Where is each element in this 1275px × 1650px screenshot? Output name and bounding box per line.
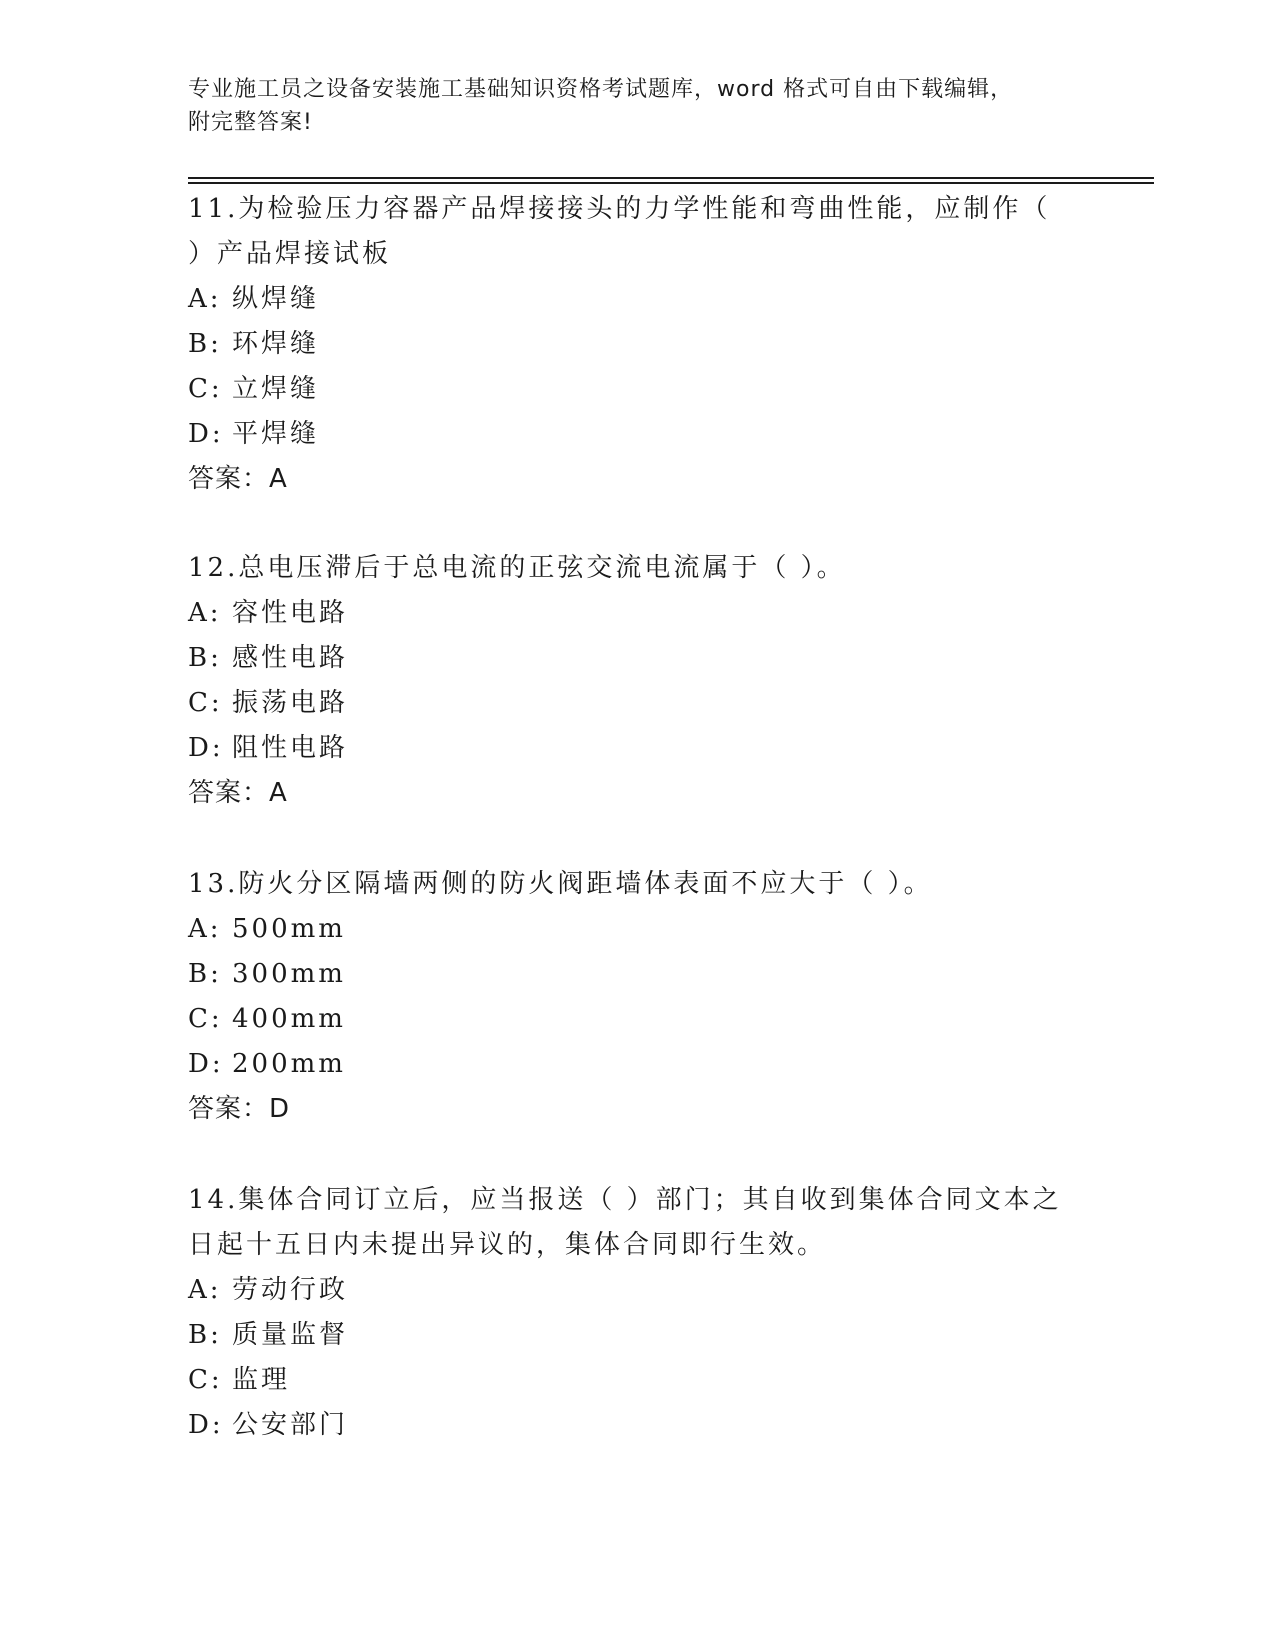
option-letter: A:	[188, 598, 222, 628]
option-c	[188, 681, 1068, 726]
option-text: 纵焊缝	[232, 284, 320, 314]
question-11	[188, 187, 1068, 502]
option-text: 300mm	[232, 959, 346, 989]
question-stem: 14.集体合同订立后，应当报送（ ）部门；其自收到集体合同文本之日起十五日内未提出异议的，集体合同即行生效。	[188, 1185, 1062, 1260]
option-text: 劳动行政	[232, 1275, 349, 1305]
option-text: 立焊缝	[232, 374, 320, 404]
question-14	[188, 1178, 1068, 1448]
header-divider-bottom	[188, 182, 1154, 184]
option-letter: A:	[188, 1275, 222, 1305]
option-letter: A:	[188, 284, 222, 314]
option-letter: B:	[188, 1320, 222, 1350]
answer-line: 答案：D	[188, 1094, 291, 1124]
option-letter: D:	[188, 419, 224, 449]
option-a	[188, 1268, 1068, 1313]
question-13	[188, 862, 1068, 1132]
option-text: 阻性电路	[232, 733, 349, 763]
option-letter: C:	[188, 1004, 223, 1034]
option-letter: B:	[188, 643, 222, 673]
option-letter: C:	[188, 1365, 223, 1395]
option-c	[188, 1358, 1068, 1403]
option-text: 环焊缝	[232, 329, 320, 359]
option-b	[188, 952, 1068, 997]
option-letter: C:	[188, 688, 223, 718]
option-letter: D:	[188, 1049, 224, 1079]
option-letter: A:	[188, 914, 222, 944]
header-line-1: 专业施工员之设备安装施工基础知识资格考试题库，word 格式可自由下载编辑，	[188, 77, 1014, 102]
option-text: 公安部门	[232, 1410, 349, 1440]
answer-line: 答案：A	[188, 778, 288, 808]
header-line-2: 附完整答案!	[188, 110, 313, 135]
option-d	[188, 412, 1068, 457]
option-b	[188, 1313, 1068, 1358]
option-text: 质量监督	[232, 1320, 349, 1350]
option-a	[188, 277, 1068, 322]
option-b	[188, 636, 1068, 681]
option-a	[188, 907, 1068, 952]
option-d	[188, 1042, 1068, 1087]
option-c	[188, 367, 1068, 412]
option-letter: D:	[188, 733, 224, 763]
option-text: 400mm	[232, 1004, 346, 1034]
option-d	[188, 726, 1068, 771]
option-letter: D:	[188, 1410, 224, 1440]
option-text: 500mm	[232, 914, 346, 944]
question-stem: 11.为检验压力容器产品焊接接头的力学性能和弯曲性能，应制作（ ）产品焊接试板	[188, 194, 1051, 269]
option-b	[188, 322, 1068, 367]
option-text: 感性电路	[232, 643, 349, 673]
document-header	[188, 73, 1068, 139]
question-12	[188, 546, 1068, 816]
question-stem: 12.总电压滞后于总电流的正弦交流电流属于（ ）。	[188, 553, 846, 583]
option-a	[188, 591, 1068, 636]
option-d	[188, 1403, 1068, 1448]
option-text: 平焊缝	[232, 419, 320, 449]
answer-line: 答案：A	[188, 464, 288, 494]
option-letter: B:	[188, 329, 222, 359]
option-text: 监理	[232, 1365, 291, 1395]
question-stem: 13.防火分区隔墙两侧的防火阀距墙体表面不应大于（ ）。	[188, 869, 933, 899]
option-c	[188, 997, 1068, 1042]
option-letter: B:	[188, 959, 222, 989]
option-text: 容性电路	[232, 598, 349, 628]
option-text: 振荡电路	[232, 688, 349, 718]
header-divider-top	[188, 177, 1154, 179]
option-letter: C:	[188, 374, 223, 404]
option-text: 200mm	[232, 1049, 346, 1079]
